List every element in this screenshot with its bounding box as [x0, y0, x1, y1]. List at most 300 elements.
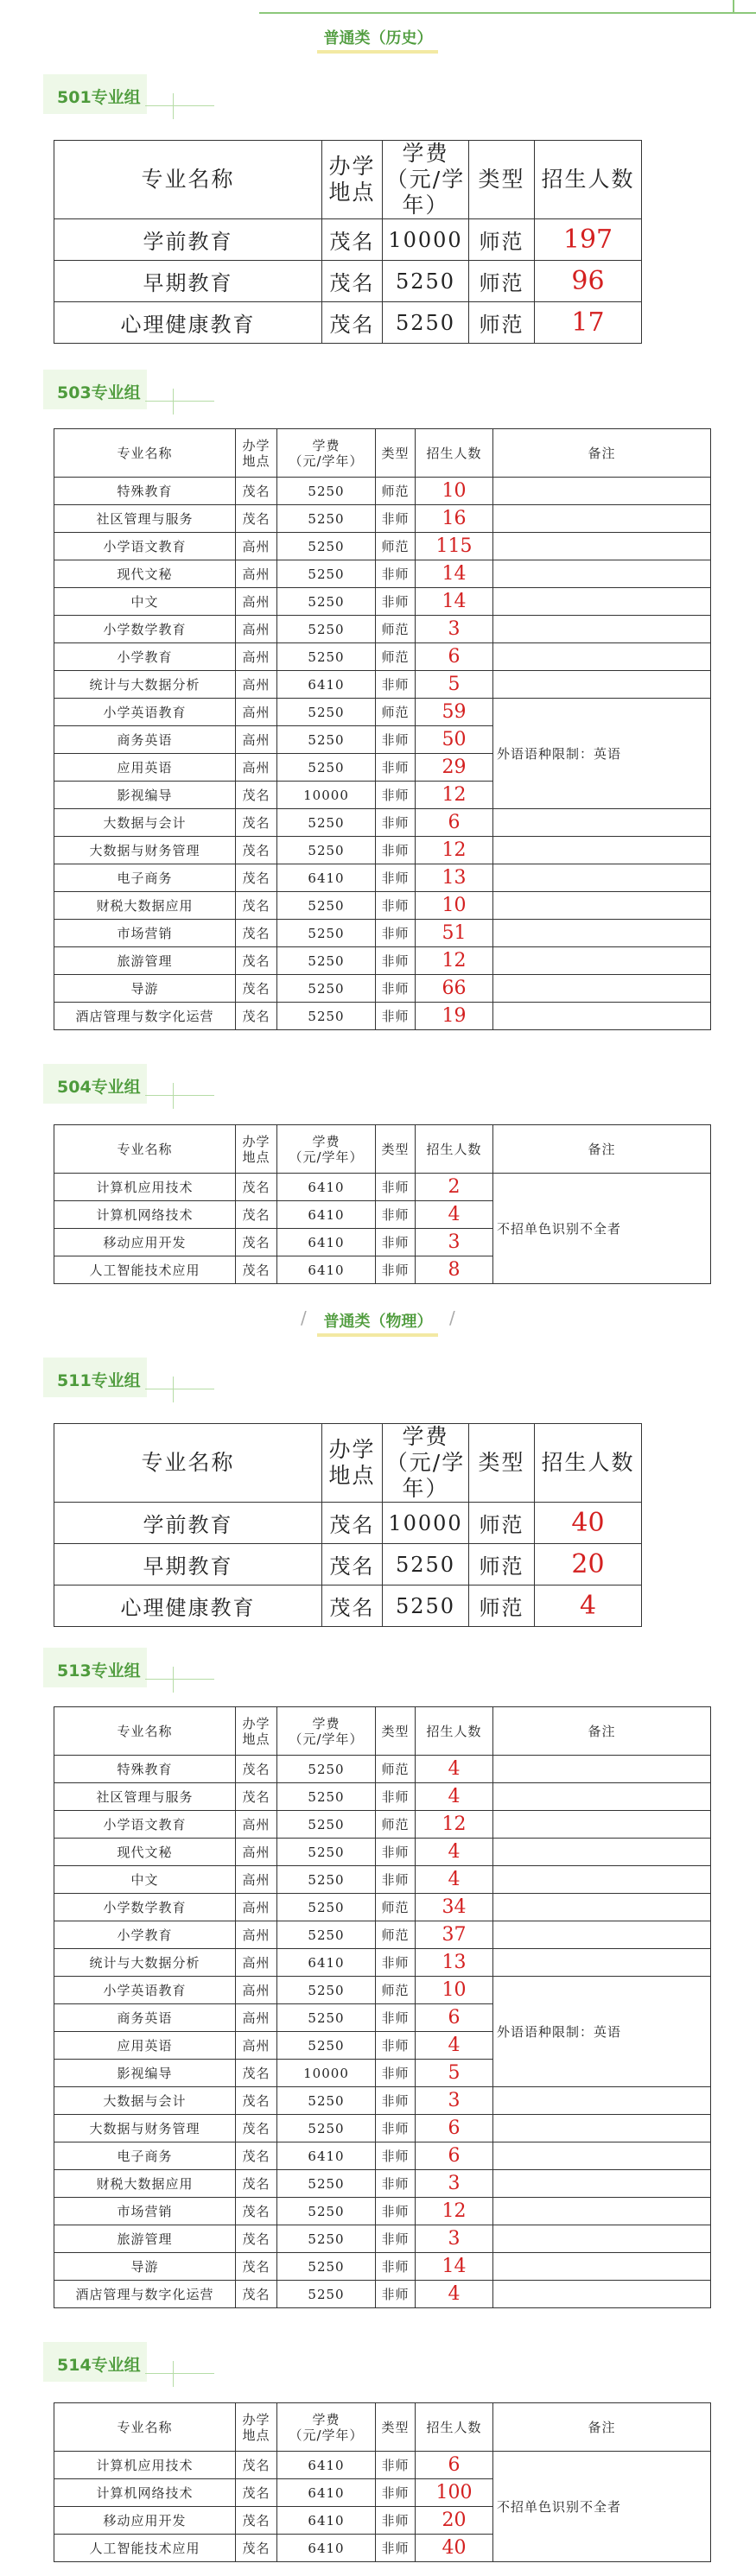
- location: 高州: [236, 533, 277, 560]
- header-location: 办学 地点: [236, 429, 277, 478]
- enroll-count: 96: [535, 261, 642, 302]
- table-row: [54, 1949, 711, 1977]
- enroll-count: 19: [416, 1003, 493, 1030]
- major-name: 小学英语教育: [54, 699, 236, 726]
- tuition: 5250: [277, 643, 376, 671]
- tuition: 5250: [277, 920, 376, 947]
- header-location: 办学 地点: [322, 1424, 383, 1503]
- note-cell-empty: [493, 588, 711, 616]
- note-cell-empty: [493, 616, 711, 643]
- location: 茂名: [236, 1229, 277, 1256]
- type: 非师: [376, 2060, 416, 2087]
- enroll-count: 12: [416, 2198, 493, 2225]
- tuition: 5250: [277, 1839, 376, 1866]
- major-name: 小学数学教育: [54, 1894, 236, 1921]
- major-name: 特殊教育: [54, 1756, 236, 1783]
- location: 高州: [236, 754, 277, 782]
- enroll-count: 10: [416, 892, 493, 920]
- enroll-count: 4: [416, 1201, 493, 1229]
- major-name: 酒店管理与数字化运营: [54, 2281, 236, 2308]
- enroll-count: 16: [416, 505, 493, 533]
- location: 茂名: [322, 1503, 383, 1544]
- table-row: [54, 1783, 711, 1811]
- header-tuition: 学费 （元/学年）: [383, 1424, 469, 1503]
- type: 师范: [469, 1503, 535, 1544]
- type: 师范: [376, 616, 416, 643]
- header-count: 招生人数: [535, 141, 642, 219]
- location: 茂名: [236, 2198, 277, 2225]
- type: 非师: [376, 1949, 416, 1977]
- tuition: 6410: [277, 1256, 376, 1284]
- tuition: 5250: [277, 947, 376, 975]
- header-location: 办学 地点: [322, 141, 383, 219]
- note-cell-empty: [493, 1839, 711, 1866]
- note-cell: 不招单色识别不全者: [493, 1174, 711, 1284]
- major-name: 小学语文教育: [54, 533, 236, 560]
- major-name: 财税大数据应用: [54, 2170, 236, 2198]
- major-name: 小学英语教育: [54, 1977, 236, 2004]
- tuition: 5250: [277, 2281, 376, 2308]
- table-row: [54, 2170, 711, 2198]
- table-row: [54, 1811, 711, 1839]
- major-name: 社区管理与服务: [54, 505, 236, 533]
- type: 非师: [376, 1229, 416, 1256]
- type: 非师: [376, 726, 416, 754]
- table-row: [54, 837, 711, 864]
- note-cell-empty: [493, 1921, 711, 1949]
- major-name: 学前教育: [54, 219, 322, 261]
- header-name: 专业名称: [54, 429, 236, 478]
- type: 非师: [376, 1839, 416, 1866]
- header-type: 类型: [469, 141, 535, 219]
- location: 高州: [236, 1839, 277, 1866]
- enroll-count: 4: [416, 2281, 493, 2308]
- enroll-count: 4: [416, 1783, 493, 1811]
- header-tuition: 学费 （元/学年）: [277, 2403, 376, 2452]
- type: 非师: [376, 588, 416, 616]
- tuition: 5250: [383, 1585, 469, 1627]
- location: 茂名: [236, 1174, 277, 1201]
- note-cell-empty: [493, 1811, 711, 1839]
- type: 师范: [469, 219, 535, 261]
- note-cell: 外语语种限制：英语: [493, 699, 711, 809]
- tuition: 5250: [277, 1783, 376, 1811]
- enroll-count: 3: [416, 1229, 493, 1256]
- note-cell-empty: [493, 533, 711, 560]
- header-type: 类型: [376, 1707, 416, 1756]
- note-cell-empty: [493, 892, 711, 920]
- enroll-count: 4: [535, 1585, 642, 1627]
- enroll-count: 10: [416, 1977, 493, 2004]
- location: 高州: [236, 699, 277, 726]
- header-tuition: 学费 （元/学年）: [383, 141, 469, 219]
- major-name: 电子商务: [54, 864, 236, 892]
- major-name: 人工智能技术应用: [54, 2535, 236, 2562]
- tuition: 10000: [277, 2060, 376, 2087]
- enroll-count: 14: [416, 2253, 493, 2281]
- note-cell-empty: [493, 643, 711, 671]
- table-row: [54, 533, 711, 560]
- top-decor-line: [259, 12, 756, 14]
- enroll-count: 59: [416, 699, 493, 726]
- note-cell-empty: [493, 920, 711, 947]
- location: 茂名: [322, 261, 383, 302]
- header-tuition: 学费 （元/学年）: [277, 1707, 376, 1756]
- header-count: 招生人数: [416, 1707, 493, 1756]
- location: 高州: [236, 1949, 277, 1977]
- enroll-count: 34: [416, 1894, 493, 1921]
- note-cell-empty: [493, 2142, 711, 2170]
- type: 师范: [469, 302, 535, 344]
- major-name: 导游: [54, 975, 236, 1003]
- tuition: 10000: [383, 1503, 469, 1544]
- tuition: 5250: [277, 1921, 376, 1949]
- type: 非师: [376, 505, 416, 533]
- enroll-count: 5: [416, 671, 493, 699]
- note-cell-empty: [493, 2253, 711, 2281]
- table-row: [54, 261, 642, 302]
- location: 茂名: [236, 2479, 277, 2507]
- location: 高州: [236, 2032, 277, 2060]
- table-row: [54, 864, 711, 892]
- enroll-count: 14: [416, 588, 493, 616]
- major-name: 社区管理与服务: [54, 1783, 236, 1811]
- tuition: 10000: [383, 219, 469, 261]
- type: 师范: [469, 261, 535, 302]
- note-cell-empty: [493, 809, 711, 837]
- location: 茂名: [236, 837, 277, 864]
- type: 非师: [376, 864, 416, 892]
- tuition: 5250: [277, 1977, 376, 2004]
- major-name: 人工智能技术应用: [54, 1256, 236, 1284]
- tuition: 6410: [277, 2507, 376, 2535]
- major-name: 影视编导: [54, 2060, 236, 2087]
- location: 高州: [236, 1866, 277, 1894]
- type: 非师: [376, 2507, 416, 2535]
- tuition: 5250: [277, 726, 376, 754]
- tuition: 5250: [277, 892, 376, 920]
- enroll-count: 17: [535, 302, 642, 344]
- location: 茂名: [236, 2225, 277, 2253]
- tuition: 5250: [277, 2115, 376, 2142]
- tuition: 5250: [277, 478, 376, 505]
- tuition: 5250: [383, 1544, 469, 1585]
- type: 非师: [376, 2198, 416, 2225]
- type: 非师: [376, 671, 416, 699]
- location: 茂名: [236, 2452, 277, 2479]
- tuition: 6410: [277, 1201, 376, 1229]
- table-row: [54, 302, 642, 344]
- table-row: [54, 1544, 642, 1585]
- enroll-count: 115: [416, 533, 493, 560]
- major-name: 导游: [54, 2253, 236, 2281]
- table-header-row: [54, 1707, 711, 1756]
- tuition: 5250: [277, 2253, 376, 2281]
- major-name: 大数据与财务管理: [54, 2115, 236, 2142]
- tuition: 6410: [277, 1949, 376, 1977]
- header-type: 类型: [376, 429, 416, 478]
- location: 高州: [236, 1811, 277, 1839]
- type: 师范: [376, 699, 416, 726]
- note-cell-empty: [493, 2087, 711, 2115]
- location: 茂名: [322, 1544, 383, 1585]
- tuition: 5250: [383, 302, 469, 344]
- location: 茂名: [236, 947, 277, 975]
- major-name: 旅游管理: [54, 947, 236, 975]
- enroll-count: 37: [416, 1921, 493, 1949]
- type: 师范: [376, 1811, 416, 1839]
- tuition: 6410: [277, 671, 376, 699]
- note-cell-empty: [493, 1783, 711, 1811]
- type: 非师: [376, 1783, 416, 1811]
- enroll-count: 8: [416, 1256, 493, 1284]
- tuition: 5250: [277, 505, 376, 533]
- location: 茂名: [236, 864, 277, 892]
- enroll-count: 4: [416, 1839, 493, 1866]
- category-underline: [317, 50, 438, 54]
- type: 非师: [376, 809, 416, 837]
- note-cell-empty: [493, 1756, 711, 1783]
- category-title-history: 普通类（历史）: [323, 29, 433, 47]
- note-cell: 外语语种限制：英语: [493, 1977, 711, 2087]
- tuition: 5250: [277, 1894, 376, 1921]
- major-name: 小学语文教育: [54, 1811, 236, 1839]
- enroll-count: 6: [416, 2004, 493, 2032]
- major-name: 小学教育: [54, 643, 236, 671]
- header-tuition: 学费 （元/学年）: [277, 429, 376, 478]
- major-name: 商务英语: [54, 2004, 236, 2032]
- table-row: [54, 1921, 711, 1949]
- enroll-count: 197: [535, 219, 642, 261]
- table-row: [54, 616, 711, 643]
- type: 非师: [376, 2225, 416, 2253]
- type: 非师: [376, 1866, 416, 1894]
- major-name: 计算机应用技术: [54, 2452, 236, 2479]
- location: 茂名: [236, 1003, 277, 1030]
- table-row: [54, 219, 642, 261]
- table-row: [54, 2225, 711, 2253]
- header-note: 备注: [493, 1125, 711, 1174]
- table-row: [54, 2281, 711, 2308]
- tuition: 5250: [277, 1003, 376, 1030]
- table-row: [54, 2452, 711, 2479]
- note-cell-empty: [493, 2170, 711, 2198]
- enroll-count: 100: [416, 2479, 493, 2507]
- note-cell-empty: [493, 947, 711, 975]
- tuition: 6410: [277, 1174, 376, 1201]
- note-cell: 不招单色识别不全者: [493, 2452, 711, 2562]
- tuition: 5250: [277, 1811, 376, 1839]
- major-name: 小学教育: [54, 1921, 236, 1949]
- enroll-count: 5: [416, 2060, 493, 2087]
- tuition: 5250: [277, 837, 376, 864]
- note-cell-empty: [493, 975, 711, 1003]
- type: 师范: [376, 1921, 416, 1949]
- type: 非师: [376, 837, 416, 864]
- header-count: 招生人数: [416, 429, 493, 478]
- type: 非师: [376, 2452, 416, 2479]
- enroll-count: 51: [416, 920, 493, 947]
- type: 非师: [376, 2535, 416, 2562]
- table-row: [54, 1003, 711, 1030]
- type: 非师: [376, 920, 416, 947]
- enroll-count: 40: [416, 2535, 493, 2562]
- table-row: [54, 643, 711, 671]
- enroll-count: 10: [416, 478, 493, 505]
- type: 非师: [376, 560, 416, 588]
- location: 高州: [236, 616, 277, 643]
- type: 非师: [376, 2115, 416, 2142]
- major-name: 市场营销: [54, 920, 236, 947]
- table-row: [54, 1585, 642, 1627]
- header-type: 类型: [376, 1125, 416, 1174]
- header-note: 备注: [493, 2403, 711, 2452]
- type: 非师: [376, 1174, 416, 1201]
- type: 非师: [376, 2253, 416, 2281]
- type: 非师: [376, 1256, 416, 1284]
- enroll-count: 6: [416, 2115, 493, 2142]
- location: 高州: [236, 643, 277, 671]
- type: 师范: [469, 1585, 535, 1627]
- location: 茂名: [236, 782, 277, 809]
- table-row: [54, 560, 711, 588]
- enroll-count: 3: [416, 616, 493, 643]
- note-cell-empty: [493, 2281, 711, 2308]
- major-name: 中文: [54, 1866, 236, 1894]
- major-name: 早期教育: [54, 1544, 322, 1585]
- tuition: 5250: [277, 699, 376, 726]
- location: 高州: [236, 726, 277, 754]
- major-name: 应用英语: [54, 754, 236, 782]
- tuition: 6410: [277, 2535, 376, 2562]
- table-row: [54, 2142, 711, 2170]
- enroll-count: 12: [416, 837, 493, 864]
- table-row: [54, 1839, 711, 1866]
- table-row: [54, 1977, 711, 2004]
- enroll-count: 66: [416, 975, 493, 1003]
- location: 高州: [236, 560, 277, 588]
- enroll-count: 20: [535, 1544, 642, 1585]
- header-tuition: 学费 （元/学年）: [277, 1125, 376, 1174]
- location: 茂名: [236, 1201, 277, 1229]
- table-header-row: [54, 429, 711, 478]
- major-name: 大数据与会计: [54, 2087, 236, 2115]
- major-name: 大数据与会计: [54, 809, 236, 837]
- tuition: 6410: [277, 1229, 376, 1256]
- category-title-physics: 普通类（物理）: [323, 1313, 433, 1331]
- note-cell-empty: [493, 671, 711, 699]
- major-name: 早期教育: [54, 261, 322, 302]
- tuition: 5250: [277, 2032, 376, 2060]
- note-cell-empty: [493, 1894, 711, 1921]
- location: 茂名: [322, 302, 383, 344]
- type: 师范: [376, 533, 416, 560]
- location: 茂名: [236, 892, 277, 920]
- table-row: [54, 2253, 711, 2281]
- major-name: 计算机网络技术: [54, 1201, 236, 1229]
- location: 高州: [236, 1977, 277, 2004]
- table-row: [54, 975, 711, 1003]
- enroll-count: 12: [416, 947, 493, 975]
- slash-decor-left: /: [301, 1307, 307, 1328]
- header-name: 专业名称: [54, 2403, 236, 2452]
- major-name: 市场营销: [54, 2198, 236, 2225]
- type: 师范: [376, 1756, 416, 1783]
- header-type: 类型: [376, 2403, 416, 2452]
- table-row: [54, 920, 711, 947]
- enroll-count: 13: [416, 1949, 493, 1977]
- header-location: 办学 地点: [236, 1707, 277, 1756]
- major-name: 心理健康教育: [54, 302, 322, 344]
- tuition: 5250: [277, 2225, 376, 2253]
- note-cell-empty: [493, 478, 711, 505]
- tuition: 5250: [383, 261, 469, 302]
- enroll-count: 6: [416, 2452, 493, 2479]
- location: 茂名: [236, 2535, 277, 2562]
- enroll-count: 3: [416, 2087, 493, 2115]
- major-name: 影视编导: [54, 782, 236, 809]
- type: 非师: [376, 1201, 416, 1229]
- table-row: [54, 1866, 711, 1894]
- enroll-count: 29: [416, 754, 493, 782]
- enroll-count: 12: [416, 782, 493, 809]
- note-cell-empty: [493, 837, 711, 864]
- location: 茂名: [236, 920, 277, 947]
- note-cell-empty: [493, 2225, 711, 2253]
- enroll-count: 6: [416, 2142, 493, 2170]
- enroll-count: 6: [416, 643, 493, 671]
- location: 茂名: [236, 2281, 277, 2308]
- type: 非师: [376, 2087, 416, 2115]
- header-name: 专业名称: [54, 1424, 322, 1503]
- table-row: [54, 809, 711, 837]
- enroll-count: 20: [416, 2507, 493, 2535]
- type: 非师: [376, 782, 416, 809]
- type: 非师: [376, 2170, 416, 2198]
- major-name: 酒店管理与数字化运营: [54, 1003, 236, 1030]
- type: 非师: [376, 2004, 416, 2032]
- major-name: 财税大数据应用: [54, 892, 236, 920]
- header-location: 办学 地点: [236, 2403, 277, 2452]
- location: 茂名: [236, 809, 277, 837]
- enroll-count: 3: [416, 2170, 493, 2198]
- major-name: 应用英语: [54, 2032, 236, 2060]
- type: 非师: [376, 2032, 416, 2060]
- location: 茂名: [322, 1585, 383, 1627]
- table-row: [54, 671, 711, 699]
- type: 非师: [376, 947, 416, 975]
- tuition: 5250: [277, 533, 376, 560]
- table-row: [54, 588, 711, 616]
- enroll-count: 12: [416, 1811, 493, 1839]
- major-name: 小学数学教育: [54, 616, 236, 643]
- location: 高州: [236, 588, 277, 616]
- category-underline: [317, 1333, 438, 1337]
- header-name: 专业名称: [54, 1125, 236, 1174]
- tuition: 5250: [277, 560, 376, 588]
- header-type: 类型: [469, 1424, 535, 1503]
- header-name: 专业名称: [54, 141, 322, 219]
- header-count: 招生人数: [416, 1125, 493, 1174]
- tuition: 6410: [277, 2142, 376, 2170]
- location: 高州: [236, 671, 277, 699]
- enroll-count: 4: [416, 1866, 493, 1894]
- type: 非师: [376, 2142, 416, 2170]
- major-name: 现代文秘: [54, 1839, 236, 1866]
- tuition: 5250: [277, 2198, 376, 2225]
- header-count: 招生人数: [416, 2403, 493, 2452]
- tuition: 6410: [277, 2479, 376, 2507]
